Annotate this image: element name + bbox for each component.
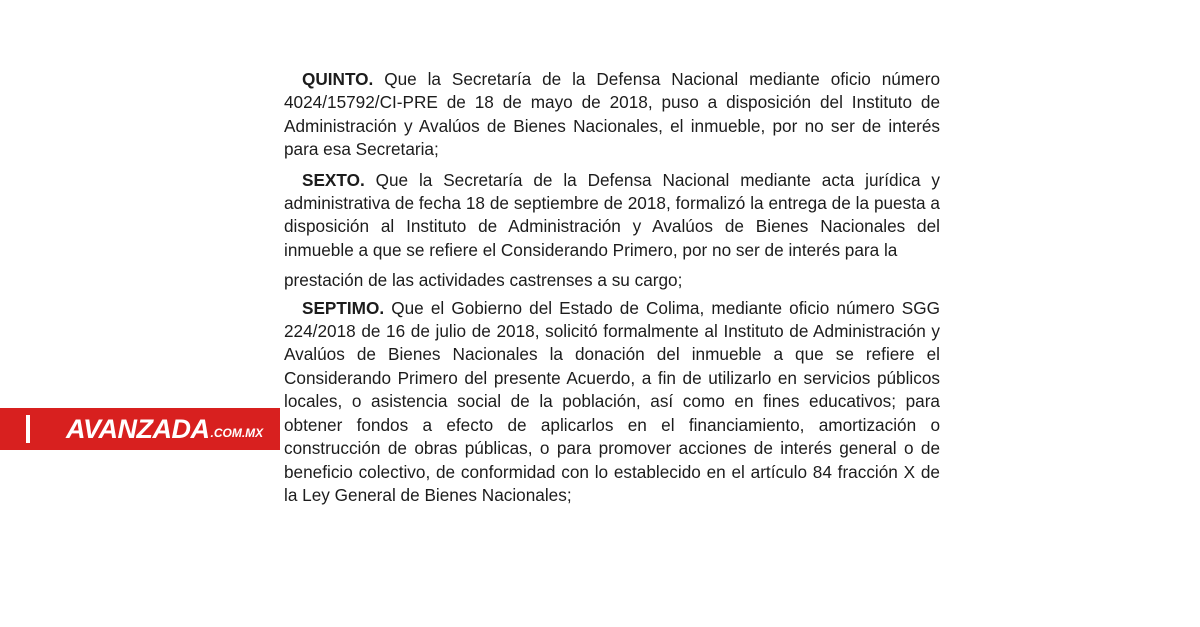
document-body — [284, 68, 940, 514]
paragraph-continuation — [284, 269, 940, 292]
brand-domain-suffix: .COM.MX — [210, 426, 264, 440]
banner-accent-bar — [26, 415, 30, 443]
paragraph-sexto — [284, 169, 940, 263]
avanzada-banner — [0, 408, 280, 450]
paragraph-text: Que el Gobierno del Estado de Colima, mediante oficio número SGG 224/2018 de 16 de julio de 2018, solicitó formalmente al Instituto de Administración y Avalúos de Bienes Nacionales la donación del inmueble a que se refiere el Considerando Primero del presente Acuerdo, a fin de utilizarlo en servicios públicos locales, o asistencia social de la población, así como en fines educativos; para obtener fondos a efecto de aplicarlos en el financiamiento, amortización o construcción de obras públicas, o para promover acciones de interés general o de beneficio colectivo, de conformidad con lo establecido en el artículo 84 fracción X de la Ley General de Bienes Nacionales; — [284, 297, 940, 505]
paragraph-lead: QUINTO. — [302, 69, 374, 89]
paragraph-text: prestación de las actividades castrenses a su cargo; — [284, 270, 683, 291]
paragraph-text: Que la Secretaría de la Defensa Nacional mediante oficio número 4024/15792/CI-PRE de 18 de mayo de 2018, puso a disposición del Instituto de Administración y Avalúos de Bienes Nacionales, el inmueble, por no ser de interés para esa Secretaria; — [284, 69, 940, 160]
paragraph-quinto — [284, 68, 940, 162]
paragraph-text: Que la Secretaría de la Defensa Nacional mediante acta jurídica y administrativa de fecha 18 de septiembre de 2018, formalizó la entrega de la puesta a disposición al Instituto de Administración y Avalúos de Bienes Nacionales del inmueble a que se refiere el Considerando Primero, por no ser de interés para la — [284, 169, 940, 260]
paragraph-septimo — [284, 297, 940, 508]
brand-logo-text: AVANZADA — [66, 413, 210, 444]
paragraph-lead: SEPTIMO. — [302, 297, 385, 318]
paragraph-lead: SEXTO. — [302, 169, 365, 190]
